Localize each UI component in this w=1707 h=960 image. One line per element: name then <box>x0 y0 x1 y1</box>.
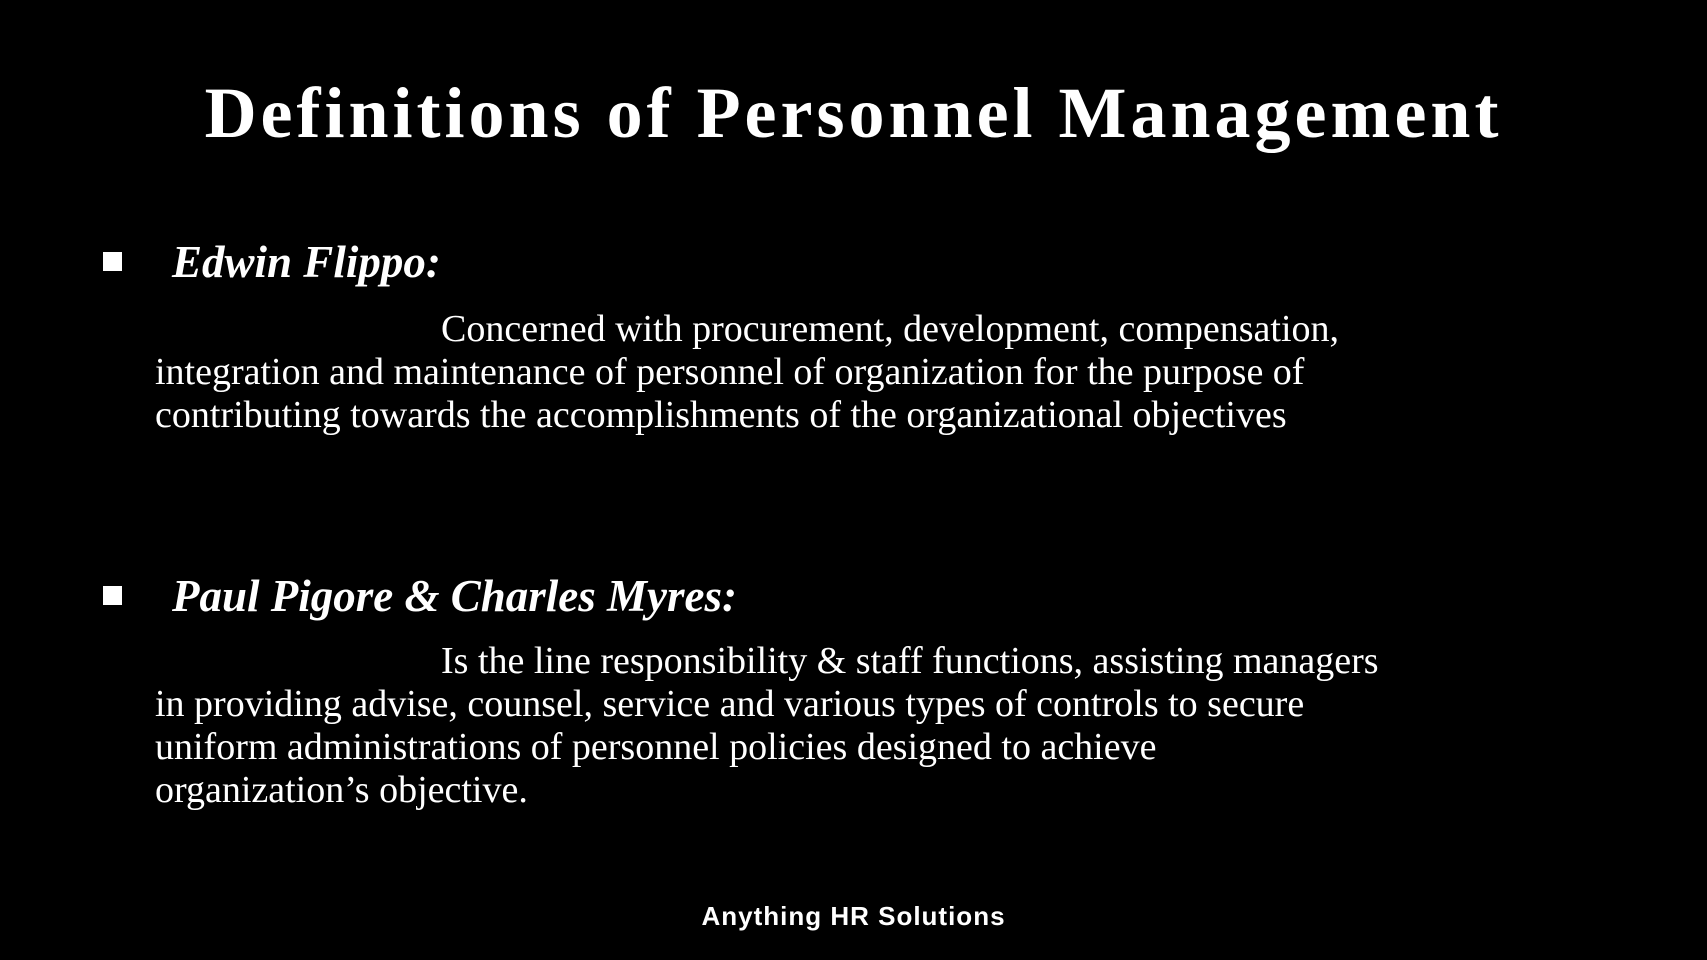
bullet-heading-pigore-myres: Paul Pigore & Charles Myres: <box>172 571 738 621</box>
bullet-item-pigore-myres <box>103 572 737 622</box>
bullet-item-edwin-flippo <box>103 238 441 288</box>
bullet-square-icon <box>103 252 122 271</box>
definition-line: Concerned with procurement, development, compensation, <box>441 308 1340 350</box>
bullet-square-icon <box>103 586 122 605</box>
definition-line: contributing towards the accomplishments of the organizational objectives <box>155 394 1287 436</box>
definition-pigore-myres <box>155 640 1585 812</box>
definition-line: Is the line responsibility & staff functions, assisting managers <box>441 640 1379 682</box>
slide-title: Definitions of Personnel Management <box>204 73 1503 153</box>
footer-text: Anything HR Solutions <box>701 901 1006 931</box>
definition-line: uniform administrations of personnel policies designed to achieve <box>155 726 1157 768</box>
definition-line: in providing advise, counsel, service and various types of controls to secure <box>155 683 1305 725</box>
definition-line: integration and maintenance of personnel of organization for the purpose of <box>155 351 1305 393</box>
bullet-heading-edwin-flippo: Edwin Flippo: <box>172 237 441 287</box>
definition-line: organization’s objective. <box>155 769 528 811</box>
definition-edwin-flippo <box>155 308 1585 437</box>
